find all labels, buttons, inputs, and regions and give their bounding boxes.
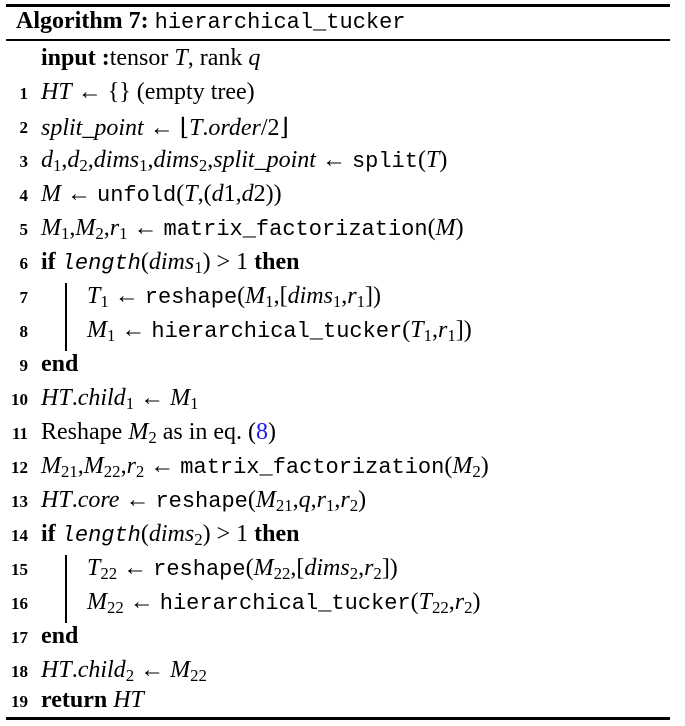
algo-line-1 — [6, 79, 670, 111]
line-number: 17 — [11, 628, 28, 647]
line-content: end — [41, 623, 79, 649]
line-number: 4 — [19, 186, 28, 205]
line-content: M ← unfold(T,(d1,d2)) — [41, 181, 282, 208]
algo-line-11 — [6, 419, 670, 451]
algo-line-4 — [6, 181, 670, 213]
line-content: HT.core ← $reshape(M_{21},q,r_1,r_2)$ — [41, 487, 367, 515]
line-content: $d_1,d_2,dims_1,dims_2,split\_point$ ← split(T) — [41, 147, 448, 175]
input-keyword: input : — [41, 45, 110, 71]
algo-line-2 — [6, 113, 670, 145]
algo-line-12 — [6, 453, 670, 485]
line-content: Reshape $M_2$ as in eq. (8) — [41, 419, 277, 447]
algo-line-14 — [6, 521, 670, 553]
algo-line-10 — [6, 385, 670, 417]
line-number: 18 — [11, 662, 28, 681]
line-number: 15 — [11, 560, 28, 579]
line-number: 2 — [19, 118, 28, 137]
line-number: 19 — [11, 692, 28, 711]
algo-line-13 — [6, 487, 670, 519]
line-number: 7 — [19, 288, 28, 307]
line-number: 11 — [11, 424, 28, 443]
algorithm-box — [6, 4, 670, 720]
algorithm-name: hierarchical_tucker — [154, 10, 406, 35]
algo-line-6 — [6, 249, 670, 281]
line-content: end — [41, 351, 79, 377]
line-content: $M_{22}$ ← $hierarchical\_tucker(T_{22},r_2)$ — [87, 589, 481, 617]
line-number: 9 — [19, 356, 28, 375]
line-number: 16 — [11, 594, 28, 613]
line-number: 6 — [19, 254, 28, 273]
line-content: HT.child$_2$ ← $M_{22}$ — [41, 657, 207, 685]
line-content: if length(dims$_1$) > 1 then — [41, 249, 300, 277]
algorithm-label: Algorithm 7: — [16, 8, 149, 34]
line-number: 13 — [11, 492, 28, 511]
line-number: 12 — [11, 458, 28, 477]
algo-line-3 — [6, 147, 670, 179]
algo-line-15 — [6, 555, 670, 587]
line-content: $M_1$ ← $hierarchical\_tucker(T_1,r_1]$) — [87, 317, 472, 345]
algorithm-caption — [16, 8, 406, 35]
algo-line-16 — [6, 589, 670, 621]
line-number: 8 — [19, 322, 28, 341]
line-number: 1 — [19, 84, 28, 103]
line-content: $M_{21},M_{22},r_2$ ← $matrix\_factorization(M_2)$ — [41, 453, 489, 481]
algo-line-8 — [6, 317, 670, 349]
line-number: 10 — [11, 390, 28, 409]
line-content: return HT — [41, 687, 144, 713]
line-content: HT ← {} (empty tree) — [41, 79, 255, 105]
line-content: $T_{22}$ ← $reshape(M_{22},[dims_2,r_2])$ — [87, 555, 398, 583]
line-number: 3 — [19, 152, 28, 171]
algo-line-7 — [6, 283, 670, 315]
line-content: $T_1$ ← $reshape(M_1,[dims_1,r_1])$ — [87, 283, 382, 311]
equation-link[interactable]: 8 — [256, 419, 269, 445]
caption-rule — [6, 39, 670, 41]
line-content: HT.child$_1$ ← $M_1$ — [41, 385, 199, 413]
line-content: $M_1,M_2,r_1$ ← matrix_factorization(M) — [41, 215, 464, 243]
line-content: if length(dims$_2$) > 1 then — [41, 521, 300, 549]
algo-line-5 — [6, 215, 670, 247]
line-number: 14 — [11, 526, 28, 545]
top-rule — [6, 4, 670, 7]
algo-line-19 — [6, 687, 670, 719]
algo-line-9 — [6, 351, 670, 383]
algo-line-18 — [6, 657, 670, 689]
line-number: 5 — [19, 220, 28, 239]
line-content: split_point ← ⌊T.order/2⌋ — [41, 115, 289, 141]
input-line: input :tensor T, rank q — [41, 45, 261, 71]
bottom-rule — [6, 717, 670, 720]
algo-line-17 — [6, 623, 670, 655]
